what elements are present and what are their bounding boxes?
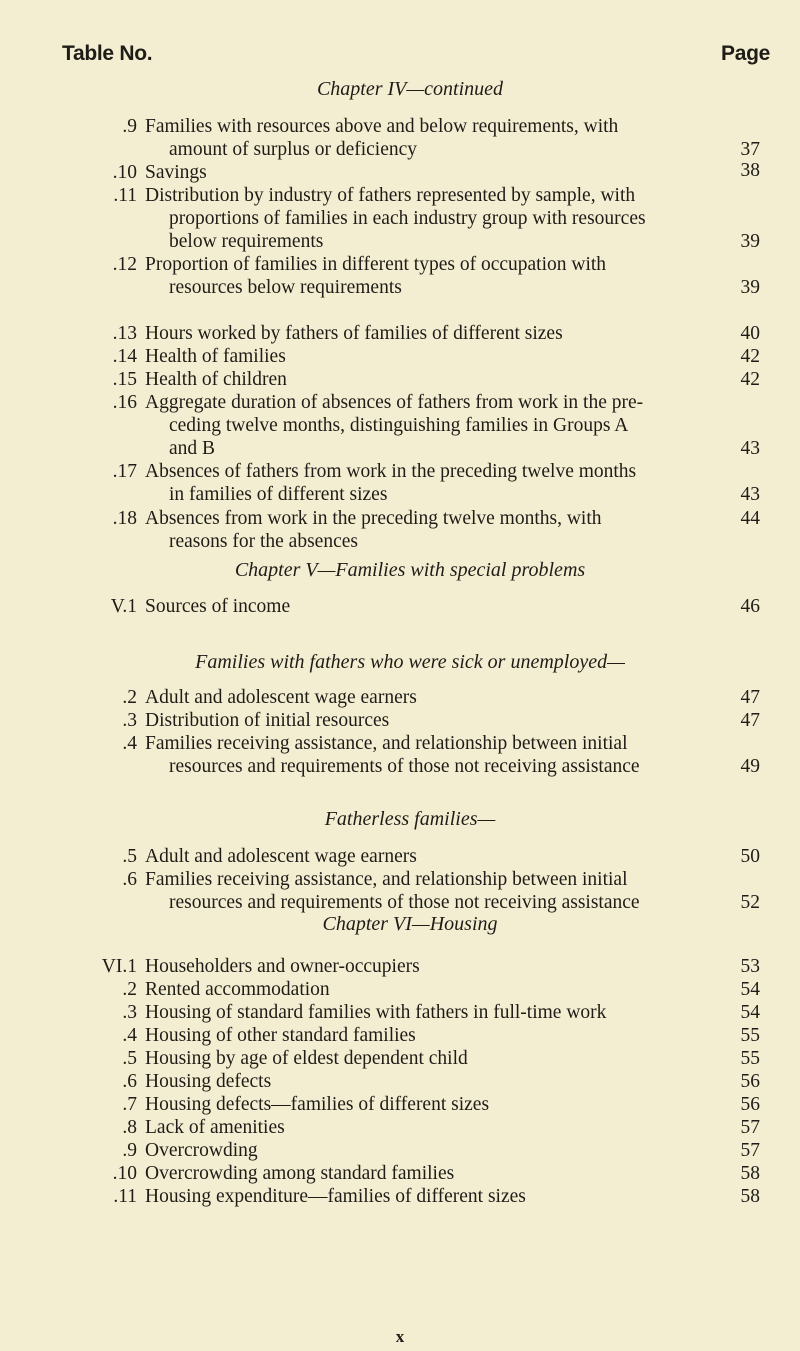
table-number: .5: [122, 846, 137, 867]
page-number-ref: 47: [740, 687, 760, 708]
page-number-ref: 44: [740, 508, 760, 529]
table-number: .11: [113, 1186, 137, 1207]
table-title: Sources of income: [145, 596, 291, 617]
table-number: .3: [122, 710, 137, 731]
section-heading: Chapter V—Families with special problems: [234, 559, 586, 581]
table-number: .17: [112, 461, 137, 482]
table-number: .11: [113, 185, 137, 206]
page-number-ref: 57: [740, 1117, 760, 1138]
table-title: Housing of other standard families: [145, 1025, 416, 1046]
table-title: Housing defects: [145, 1071, 272, 1092]
table-title: Householders and owner-occupiers: [145, 956, 420, 977]
table-number: .15: [112, 369, 137, 390]
page-number-ref: 39: [740, 231, 760, 252]
table-title: Overcrowding: [145, 1140, 258, 1161]
table-number: .6: [122, 869, 137, 890]
table-number-heading: Table No.: [62, 42, 153, 65]
table-title: Savings: [145, 162, 207, 183]
table-number: .3: [122, 1002, 137, 1023]
page-number-ref: 56: [740, 1071, 760, 1092]
table-number: .2: [122, 979, 137, 1000]
table-number: .4: [122, 1025, 137, 1046]
table-title: Health of families: [145, 346, 286, 367]
page-number-ref: 55: [740, 1025, 760, 1046]
page-number-ref: 42: [740, 346, 760, 367]
table-title: Distribution of initial resources: [145, 710, 390, 731]
table-number: .7: [122, 1094, 137, 1115]
page-number-ref: 40: [740, 323, 760, 344]
page-number-ref: 52: [740, 892, 760, 913]
page-heading: Page: [721, 42, 770, 65]
table-title: Hours worked by fathers of families of different sizes: [145, 323, 563, 344]
table-number: VI.1: [101, 956, 137, 977]
page-number: x: [395, 1327, 405, 1346]
table-number: .18: [112, 508, 137, 529]
table-title: Adult and adolescent wage earners: [145, 846, 417, 867]
table-title: Overcrowding among standard families: [145, 1163, 455, 1184]
page-number-ref: 42: [740, 369, 760, 390]
table-title: Housing by age of eldest dependent child: [145, 1048, 468, 1069]
page-number-ref: 50: [740, 846, 760, 867]
page-number-ref: 38: [740, 160, 760, 181]
page-number-ref: 55: [740, 1048, 760, 1069]
page-number-ref: 58: [740, 1186, 760, 1207]
table-number: .16: [112, 392, 137, 413]
table-title: Distribution by industry of fathers represented by sample, with proportions of families in each industry group with resources below requirements: [145, 185, 646, 252]
table-number: .9: [122, 1140, 137, 1161]
page-number-ref: 53: [740, 956, 760, 977]
table-number: .8: [122, 1117, 137, 1138]
section-heading: Chapter IV—continued: [316, 78, 504, 100]
table-title: Families receiving assistance, and relationship between initial resources and requirements of those not receiving assistance: [145, 869, 640, 913]
page-number-ref: 56: [740, 1094, 760, 1115]
table-title: Lack of amenities: [145, 1117, 285, 1138]
table-title: Families receiving assistance, and relationship between initial resources and requirements of those not receiving assistance: [145, 733, 640, 777]
page-number-ref: 37: [740, 139, 760, 160]
table-title: Absences from work in the preceding twelve months, with reasons for the absences: [145, 508, 602, 552]
table-number: V.1: [110, 596, 137, 617]
table-title: Absences of fathers from work in the preceding twelve months in families of different sizes: [145, 461, 637, 505]
table-title: Aggregate duration of absences of fathers from work in the pre- ceding twelve months, distinguishing families in Groups A and B: [145, 392, 644, 459]
section-heading: Chapter VI—Housing: [322, 913, 498, 935]
table-number: .10: [112, 1163, 137, 1184]
table-title: Housing of standard families with fathers in full-time work: [145, 1002, 607, 1023]
table-number: .4: [122, 733, 137, 754]
page-number-ref: 54: [740, 1002, 760, 1023]
table-number: .5: [122, 1048, 137, 1069]
table-number: .6: [122, 1071, 137, 1092]
page-number-ref: 58: [740, 1163, 760, 1184]
page-number-ref: 43: [740, 484, 760, 505]
table-number: .12: [112, 254, 137, 275]
page-number-ref: 54: [740, 979, 760, 1000]
table-number: .9: [122, 116, 137, 137]
page-number-ref: 47: [740, 710, 760, 731]
page-number-ref: 39: [740, 277, 760, 298]
page-number-ref: 49: [740, 756, 760, 777]
page-number-ref: 46: [740, 596, 760, 617]
table-title: Health of children: [145, 369, 287, 390]
table-title: Proportion of families in different types of occupation with resources below requirements: [145, 254, 607, 298]
table-title: Housing expenditure—families of different sizes: [145, 1186, 526, 1207]
table-title: Adult and adolescent wage earners: [145, 687, 417, 708]
page-number-ref: 43: [740, 438, 760, 459]
table-number: .10: [112, 162, 137, 183]
table-number: .13: [112, 323, 137, 344]
table-number: .2: [122, 687, 137, 708]
page-number-ref: 57: [740, 1140, 760, 1161]
table-title: Rented accommodation: [145, 979, 330, 1000]
table-title: Families with resources above and below requirements, with amount of surplus or deficiency: [145, 116, 619, 160]
section-heading: Families with fathers who were sick or unemployed—: [195, 651, 625, 673]
table-number: .14: [112, 346, 137, 367]
table-title: Housing defects—families of different sizes: [145, 1094, 490, 1115]
section-heading: Fatherless families—: [324, 808, 496, 830]
